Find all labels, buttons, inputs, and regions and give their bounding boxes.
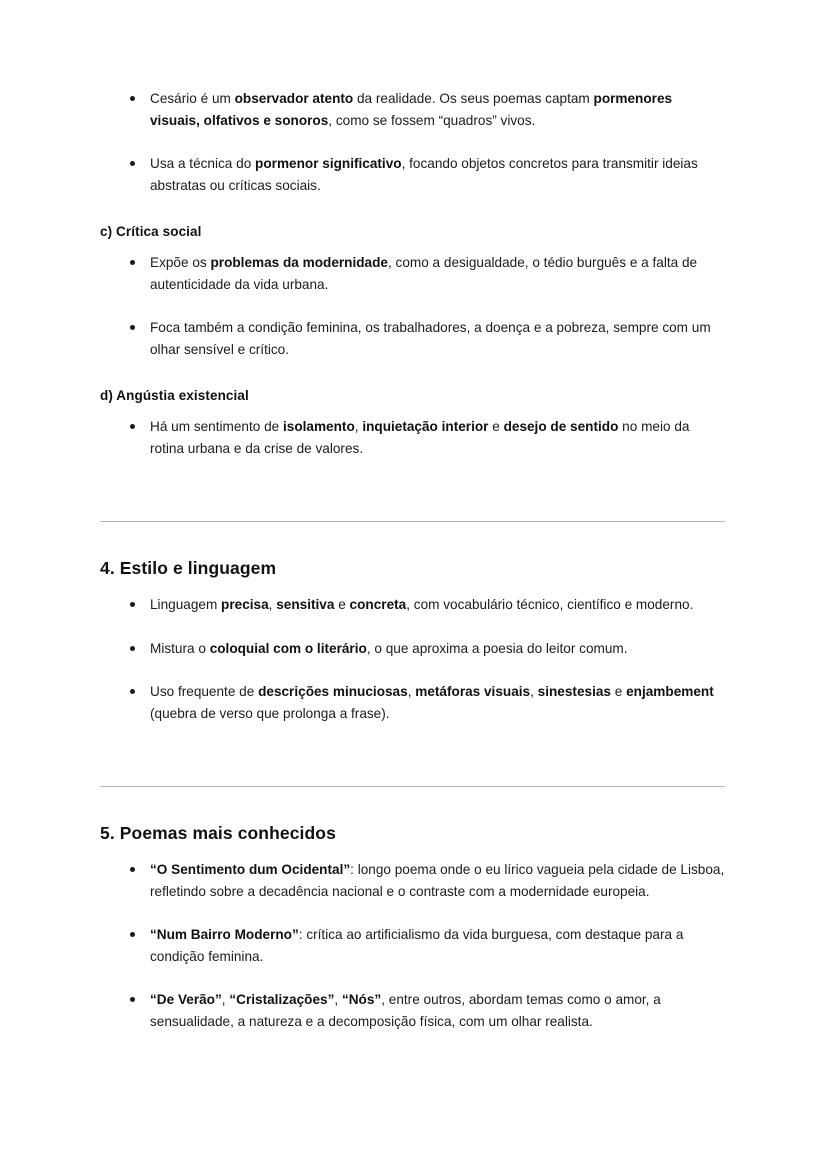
observacao-bullets — [100, 88, 725, 196]
list-item — [100, 594, 725, 616]
list-item — [100, 416, 725, 459]
body-text: , como se fossem “quadros” vivos. — [328, 112, 536, 128]
body-text: (quebra de verso que prolonga a frase). — [150, 705, 390, 721]
bullet-dot-icon — [130, 646, 135, 651]
emphasis-text: precisa — [221, 597, 269, 612]
list-item — [100, 317, 725, 360]
bullet-condicao-feminina — [150, 320, 711, 357]
bullet-dot-icon — [130, 867, 135, 872]
list-item — [100, 989, 725, 1032]
list-item — [100, 924, 725, 967]
emphasis-text: sensitiva — [276, 597, 335, 612]
divider-spacer-bottom — [100, 522, 725, 556]
bullet-dot-icon — [130, 325, 135, 330]
divider-spacer-top — [100, 485, 725, 521]
list-item — [100, 638, 725, 660]
bullet-dot-icon — [130, 96, 135, 101]
heading-poemas-mais-conhecidos: 5. Poemas mais conhecidos — [100, 823, 336, 843]
emphasis-text: descrições minuciosas — [258, 684, 408, 699]
bullet-dot-icon — [130, 161, 135, 166]
emphasis-text: “De Verão” — [150, 992, 222, 1007]
bullet-problemas-modernidade — [150, 255, 697, 292]
emphasis-text: metáforas visuais — [415, 684, 531, 699]
subheading-critica-social: c) Crítica social — [100, 224, 202, 239]
bullet-isolamento — [150, 419, 689, 456]
body-text: , — [221, 992, 230, 1007]
critica-social-bullets — [100, 252, 725, 360]
list-item — [100, 153, 725, 196]
emphasis-text: “O Sentimento dum Ocidental” — [150, 862, 351, 877]
body-text: , com vocabulário técnico, científico e moderno. — [406, 597, 694, 612]
list-spacer — [100, 360, 725, 386]
list-item — [100, 252, 725, 295]
body-text: no meio da rotina urbana e da crise de valores. — [150, 419, 690, 456]
divider-spacer-bottom — [100, 787, 725, 821]
body-text: da realidade. Os seus poemas captam — [353, 91, 594, 106]
emphasis-text: observador atento — [234, 91, 354, 106]
bullet-pormenor-significativo — [150, 156, 698, 193]
document-body — [100, 88, 725, 1058]
emphasis-text: concreta — [349, 597, 407, 612]
bullet-observador-atento — [150, 91, 672, 128]
body-text: Uso frequente de — [150, 684, 259, 699]
body-text: , entre outros, abordam temas como o amor, a sensualidade, a natureza e a decomposição física, com um olhar realista. — [150, 992, 661, 1029]
emphasis-text: inquietação interior — [362, 419, 489, 434]
emphasis-text: pormenor significativo — [255, 156, 402, 171]
body-text: , — [530, 684, 538, 699]
body-text: : crítica ao artificialismo da vida burguesa, com destaque para a condição feminina. — [150, 927, 684, 964]
list-spacer — [100, 459, 725, 485]
bullet-dot-icon — [130, 602, 135, 607]
heading-estilo-e-linguagem: 4. Estilo e linguagem — [100, 558, 277, 578]
body-text: Há um sentimento de — [150, 419, 283, 434]
body-text: Expõe os — [150, 255, 211, 270]
bullet-coloquial-literario — [150, 641, 628, 656]
body-text: Cesário é um — [150, 91, 235, 106]
bullet-dot-icon — [130, 424, 135, 429]
body-text: Linguagem — [150, 597, 222, 612]
body-text: , — [407, 684, 416, 699]
bullet-linguagem-precisa — [150, 597, 693, 612]
angustia-bullets — [100, 416, 725, 459]
list-spacer — [100, 724, 725, 750]
divider-spacer-top — [100, 750, 725, 786]
emphasis-text: “Nós” — [341, 992, 382, 1007]
list-item — [100, 859, 725, 902]
subheading-angustia-existencial: d) Angústia existencial — [100, 388, 249, 403]
emphasis-text: sinestesias — [537, 684, 611, 699]
body-text: Mistura o — [150, 640, 210, 656]
body-text: , — [268, 597, 277, 612]
bullet-descricoes-minuciosas — [150, 684, 714, 721]
body-text: , focando objetos concretos para transmitir ideias abstratas ou críticas sociais. — [150, 156, 698, 193]
body-text: , — [334, 992, 342, 1007]
bullet-dot-icon — [130, 689, 135, 694]
emphasis-text: desejo de sentido — [503, 419, 619, 434]
body-text: : longo poema onde o eu lírico vagueia pela cidade de Lisboa, refletindo sobre a decadência nacional e o contraste com a modernidade europeia. — [150, 862, 725, 899]
bullet-dot-icon — [130, 997, 135, 1002]
bullet-dot-icon — [130, 260, 135, 265]
body-text: Usa a técnica do — [150, 156, 256, 171]
poemas-bullets — [100, 859, 725, 1032]
body-text: e — [610, 684, 627, 699]
emphasis-text: coloquial com o literário — [209, 640, 367, 656]
body-text: , — [354, 419, 363, 434]
emphasis-text: isolamento — [282, 419, 355, 434]
body-text: , o que aproxima a poesia do leitor comum. — [366, 640, 628, 656]
emphasis-text: “Cristalizações” — [229, 992, 335, 1007]
bullet-num-bairro-moderno — [150, 927, 683, 964]
body-text: Foca também a condição feminina, os trabalhadores, a doença e a pobreza, sempre com um olhar sensível e crítico. — [150, 320, 711, 357]
bullet-sentimento-dum-ocidental — [150, 862, 724, 899]
body-text: , como a desigualdade, o tédio burguês e a falta de autenticidade da vida urbana. — [150, 255, 698, 292]
bullet-de-verao-cristalizacoes-nos — [150, 992, 661, 1029]
bullet-dot-icon — [130, 932, 135, 937]
list-item — [100, 88, 725, 131]
emphasis-text: pormenores visuais, olfativos e sonoros — [150, 91, 673, 128]
estilo-bullets — [100, 594, 725, 724]
list-spacer — [100, 196, 725, 222]
list-spacer — [100, 1032, 725, 1058]
emphasis-text: “Num Bairro Moderno” — [150, 927, 299, 942]
body-text: e — [488, 419, 504, 434]
list-item — [100, 681, 725, 724]
emphasis-text: problemas da modernidade — [210, 255, 388, 270]
body-text: e — [334, 597, 350, 612]
emphasis-text: enjambement — [626, 684, 714, 699]
